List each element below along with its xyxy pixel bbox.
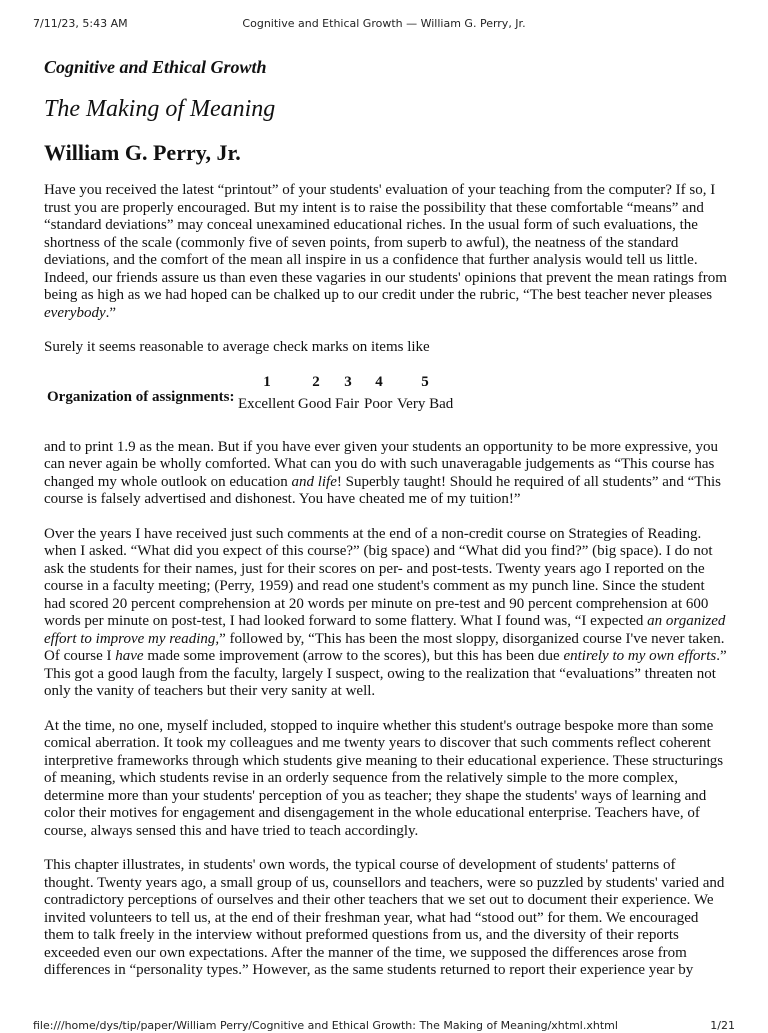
scale-number: 5 xyxy=(421,373,429,390)
scale-number: 4 xyxy=(375,373,383,390)
paragraph-interpretive-frameworks: At the time, no one, myself included, stopped to inquire whether this student's outrage bespoke more than some comical aberration. It took my colleagues and me twenty years to discover that such comments reflect coherent interpretive frameworks through which students give meaning to their educational experience. These structurings of meaning, which students revise in an orderly sequence from the relatively simple to the more complex, determine more than your students' perception of you as teacher; they shape the students' ways of learning and color their motives for engagement and disengagement in the whole educational enterprise. Teachers have, of course, always sensed this and have tried to teach accordingly. xyxy=(44,717,724,839)
print-file-path: file:///home/dys/tip/paper/William Perry/Cognitive and Ethical Growth: The Making of Meaning/xhtml.xhtml xyxy=(33,1019,618,1032)
scale-label: Organization of assignments: xyxy=(47,388,235,405)
paragraph-unaveragable: and to print 1.9 as the mean. But if you have ever given your students an opportunity to be more expressive, you can never again be wholly comforted. What can you do with such unaveragable judgements as “This course has changed my whole outlook on education and life! Superbly taught! Should he required of all students” and “This course is falsely advertised and dishonest. You have cheated me of my tuition!” xyxy=(44,438,721,507)
scale-option-label: Fair xyxy=(335,395,360,412)
scale-option-label: Poor xyxy=(364,395,393,412)
main-title: The Making of Meaning xyxy=(44,96,276,122)
print-page-title: Cognitive and Ethical Growth — William G. Perry, Jr. xyxy=(242,17,526,30)
print-page-number: 1/21 xyxy=(710,1019,735,1032)
scale-option-label: Good xyxy=(298,395,332,412)
scale-number: 1 xyxy=(263,373,271,390)
rating-scale xyxy=(44,374,728,422)
document-content xyxy=(44,53,728,980)
paragraph-chapter-overview: This chapter illustrates, in students' own words, the typical course of development of students' patterns of thought. Twenty years ago, a small group of us, counsellors and teachers, were so puzzled by students' varied and contradictory perceptions of ourselves and their other teachers that we set out to document their experience. We invited volunteers to tell us, at the end of their freshman year, what had “stood out” for them. We encouraged them to talk freely in the interview without preformed questions from us, and the diversity of their reports exceeded even our own expectations. After the manner of the time, we supposed the differences arose from differences in “personality types.” However, as the same students returned to report their experience year by xyxy=(44,857,725,978)
author-name: William G. Perry, Jr. xyxy=(44,140,241,165)
print-footer xyxy=(0,1019,768,1033)
paragraph-intro: Have you received the latest “printout” of your students' evaluation of your teaching from the computer? If so, I trust you are properly encouraged. But my intent is to raise the possibility that these comfortable “means” and “standard deviations” may conceal unexamined educational riches. In the usual form of such evaluations, the shortness of the scale (commonly five of seven points, from superb to awful), the neatness of the standard deviations, and the comfort of the mean all inspire in us a confidence that further analysis would tell us little. Indeed, our friends assure us than even these vagaries in our students' opinions that prevent the mean ratings from being as high as we had hoped can be chalked up to our credit under the rubric, “The best teacher never pleases everybody.” xyxy=(44,182,727,321)
print-header xyxy=(0,17,768,31)
scale-option-label: Very Bad xyxy=(397,395,454,412)
paragraph-lead-in: Surely it seems reasonable to average check marks on items like xyxy=(44,339,430,355)
series-title: Cognitive and Ethical Growth xyxy=(44,57,267,77)
print-datetime: 7/11/23, 5:43 AM xyxy=(33,17,128,30)
scale-number: 3 xyxy=(344,373,352,390)
scale-option-label: Excellent xyxy=(238,395,295,412)
scale-number: 2 xyxy=(312,373,320,390)
paragraph-reading-course: Over the years I have received just such comments at the end of a non-credit course on Strategies of Reading. when I asked. “What did you expect of this course?” (big space) and “What did you find?” (big space). I do not ask the students for their names, just for their scores on per- and post-tests. Twenty years ago I reported on the course in a faculty meeting; (Perry, 1959) and read one student's comment as my punch line. Since the student had scored 20 percent comprehension at 20 words per minute on pre-test and 90 percent comprehension at 600 words per minute on post-test, I had looked forward to some flattery. What I found was, “I expected an organized effort to improve my reading,” followed by, “This has been the most sloppy, disorganized course I've never taken. Of course I have made some improvement (arrow to the scores), but this has been due entirely to my own efforts.” This got a good laugh from the faculty, largely I suspect, owing to the realization that “evaluations” threaten not only the vanity of teachers but their very sanity at well. xyxy=(44,525,727,699)
